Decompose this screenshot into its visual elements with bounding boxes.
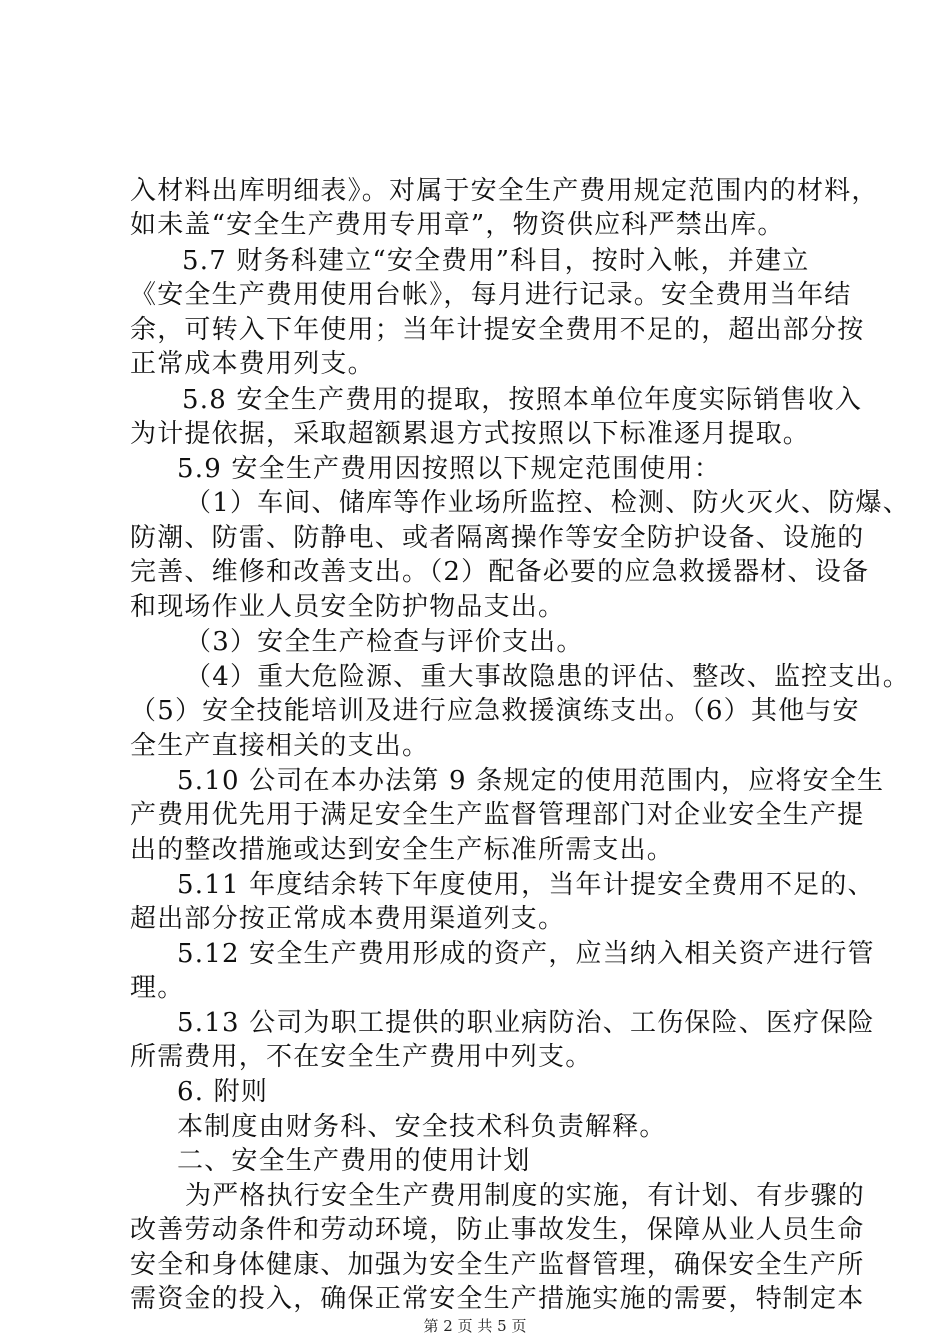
text-line: 产费用优先用于满足安全生产监督管理部门对企业安全生产提 [130,800,865,830]
text-line: 出的整改措施或达到安全生产标准所需支出。 [130,835,675,865]
section-heading: 6. 附则 [177,1077,269,1107]
text-line: （4）重大危险源、重大事故隐患的评估、整改、监控支出。 [185,662,910,692]
text-line: 防潮、防雷、防静电、或者隔离操作等安全防护设备、设施的 [130,523,865,553]
text-line: 正常成本费用列支。 [130,349,375,379]
page-number-footer: 第 2 页 共 5 页 [423,1317,527,1335]
text-line: 5.12 安全生产费用形成的资产，应当纳入相关资产进行管 [177,939,875,969]
text-line: 5.13 公司为职工提供的职业病防治、工伤保险、医疗保险 [177,1008,875,1038]
text-line: 所需费用，不在安全生产费用中列支。 [130,1042,593,1072]
text-line: 如未盖“安全生产费用专用章”，物资供应科严禁出库。 [130,210,785,240]
text-line: 5.8 安全生产费用的提取，按照本单位年度实际销售收入 [182,385,863,415]
text-line: 完善、维修和改善支出。（2）配备必要的应急救援器材、设备 [130,557,870,587]
text-line: 需资金的投入，确保正常安全生产措施实施的需要，特制定本 [130,1284,865,1314]
text-line: （5）安全技能培训及进行应急救援演练支出。（6）其他与安 [130,696,860,726]
text-line: 和现场作业人员安全防护物品支出。 [130,592,566,622]
text-line: 安全和身体健康、加强为安全生产监督管理，确保安全生产所 [130,1250,865,1280]
text-line: 余，可转入下年使用；当年计提安全费用不足的，超出部分按 [130,315,865,345]
text-line: 《安全生产费用使用台帐》，每月进行记录。安全费用当年结 [130,280,852,310]
text-line: 改善劳动条件和劳动环境，防止事故发生，保障从业人员生命 [130,1215,865,1245]
text-line: 全生产直接相关的支出。 [130,731,430,761]
text-line: 超出部分按正常成本费用渠道列支。 [130,904,566,934]
text-line: （1）车间、储库等作业场所监控、检测、防火灭火、防爆、 [185,488,910,518]
text-line: 为计提依据，采取超额累退方式按照以下标准逐月提取。 [130,419,811,449]
text-line: 入材料出库明细表》。对属于安全生产费用规定范围内的材料， [130,176,879,206]
text-line: 5.10 公司在本办法第 9 条规定的使用范围内，应将安全生 [177,766,885,796]
section-heading: 二、安全生产费用的使用计划 [177,1146,531,1176]
text-line: 5.9 安全生产费用因按照以下规定范围使用： [177,454,722,484]
text-line: （3）安全生产检查与评价支出。 [185,627,584,657]
text-line: 理。 [130,973,185,1003]
text-line: 5.7 财务科建立“安全费用”科目，按时入帐，并建立 [182,246,810,276]
text-line: 5.11 年度结余转下年度使用，当年计提安全费用不足的、 [177,870,875,900]
text-line: 本制度由财务科、安全技术科负责解释。 [177,1112,667,1142]
text-line: 为严格执行安全生产费用制度的实施，有计划、有步骤的 [185,1181,866,1211]
